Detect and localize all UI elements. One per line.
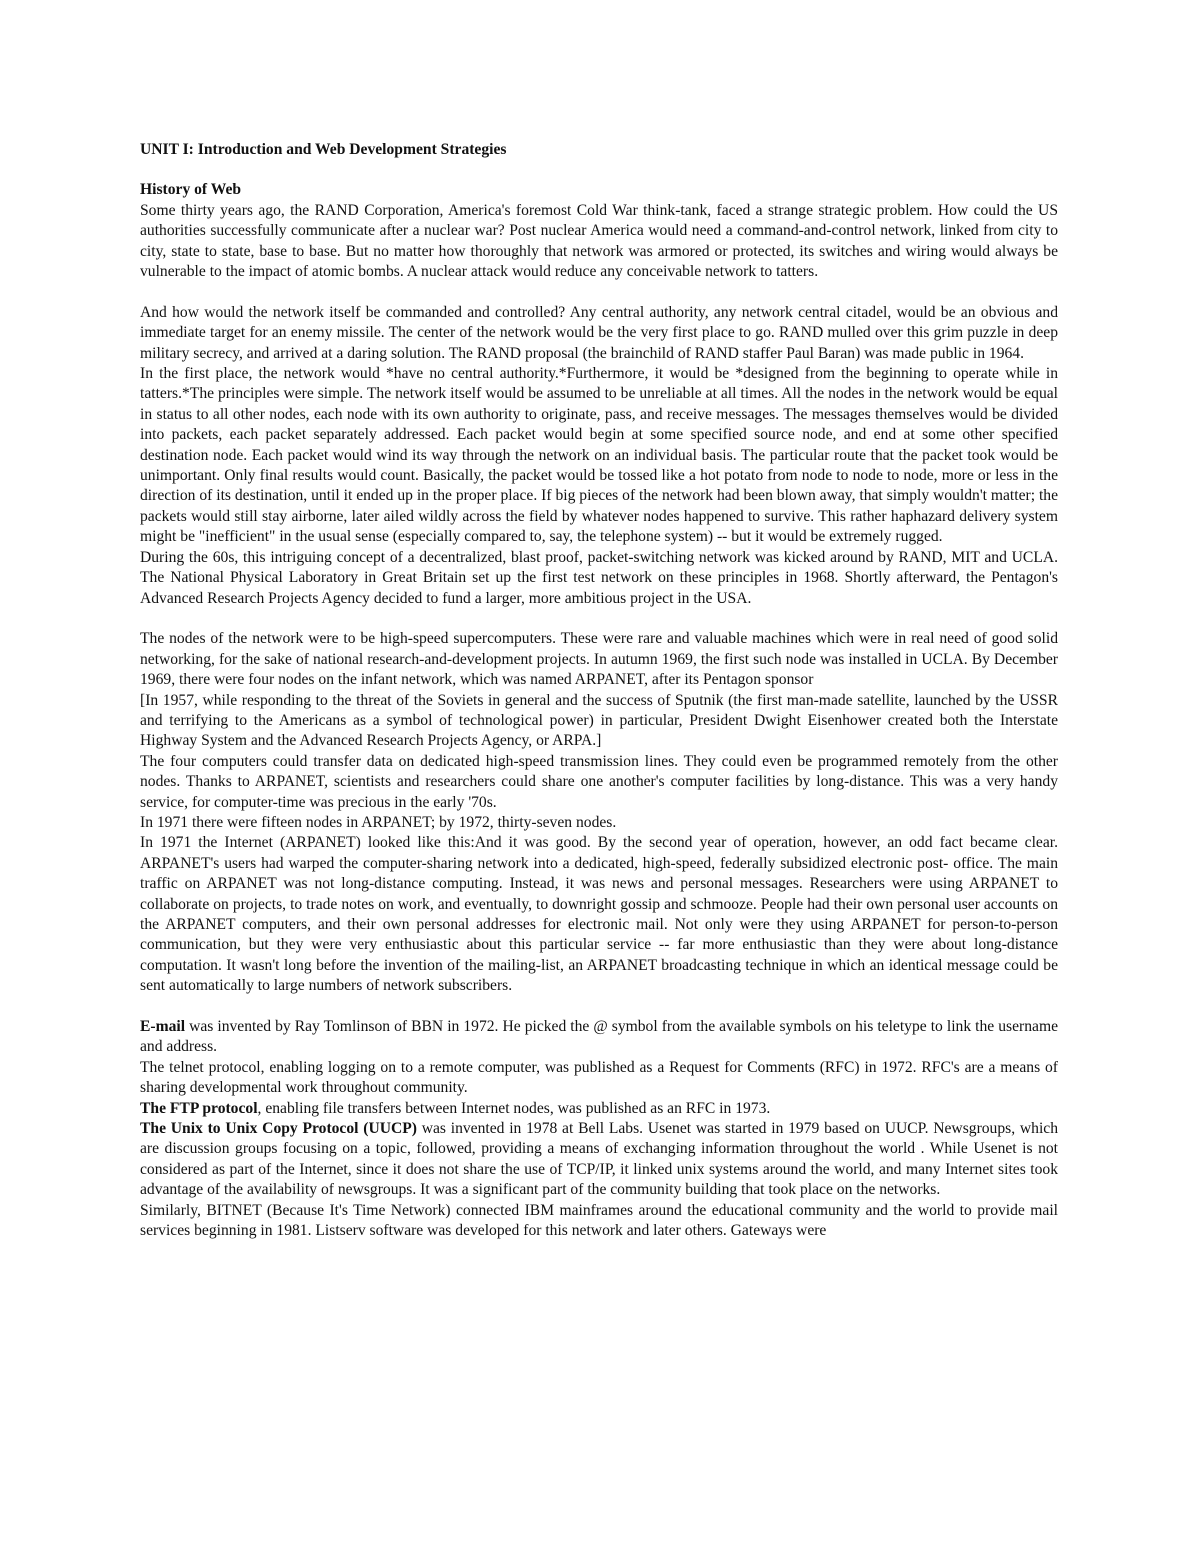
paragraph-bitnet: Similarly, BITNET (Because It's Time Network) connected IBM mainframes around the educational community and the world to provide mail services beginning in 1981. Listserv software was developed for this network and later others. Gateways were [140, 1201, 1058, 1240]
paragraph-4: During the 60s, this intriguing concept of a decentralized, blast proof, packet-switching network was kicked around by RAND, MIT and UCLA. The National Physical Laboratory in Great Britain set up the first test network on these principles in 1968. Shortly afterward, the Pentagon's Advanced Research Projects Agency decided to fund a larger, more ambitious project in the USA. [140, 548, 1058, 607]
ftp-term: The FTP protocol [140, 1099, 258, 1117]
email-text: was invented by Ray Tomlinson of BBN in 1972. He picked the @ symbol from the available symbols on his teletype to link the username and address. [140, 1018, 1058, 1056]
paragraph-gap [140, 997, 1058, 1017]
paragraph-ftp [140, 1099, 1058, 1119]
email-term: E-mail [140, 1018, 186, 1036]
ftp-text: , enabling file transfers between Internet nodes, was published as an RFC in 1973. [257, 1099, 771, 1117]
uucp-text: was invented in 1978 at Bell Labs. Usenet was started in 1979 based on UUCP. Newsgroups, which are discussion groups focusing on a topic, followed, providing a means of exchanging information throughout the world . While Usenet is not considered as part of the Internet, since it does not share the use of TCP/IP, it linked unix systems around the world, and many Internet sites took advantage of the availability of newsgroups. It was a significant part of the community building that took place on the networks. [140, 1120, 1058, 1199]
paragraph-6: [In 1957, while responding to the threat of the Soviets in general and the success of Sputnik (the first man-made satellite, launched by the USSR and terrifying to the Americans as a symbol of technological power) in particular, President Dwight Eisenhower created both the Interstate Highway System and the Advanced Research Projects Agency, or ARPA.] [140, 691, 1058, 750]
section-heading: History of Web [140, 181, 242, 199]
paragraph-gap [140, 282, 1058, 302]
uucp-term: The Unix to Unix Copy Protocol (UUCP) [140, 1120, 417, 1138]
document-title: UNIT I: Introduction and Web Development Strategies [140, 141, 507, 158]
paragraph-5: The nodes of the network were to be high-speed supercomputers. These were rare and valuable machines which were in real need of good solid networking, for the sake of national research-and-development projects. In autumn 1969, the first such node was installed in UCLA. By December 1969, there were four nodes on the infant network, which was named ARPANET, after its Pentagon sponsor [140, 630, 1058, 689]
paragraph-gap [140, 609, 1058, 629]
paragraph-9: In 1971 the Internet (ARPANET) looked like this:And it was good. By the second year of operation, however, an odd fact became clear. ARPANET's users had warped the computer-sharing network into a dedicated, high-speed, federally subsidized electronic post- office. The main traffic on ARPANET was not long-distance computing. Instead, it was news and personal messages. Researchers were using ARPANET to collaborate on projects, to trade notes on work, and eventually, to downright gossip and schmooze. People had their own personal user accounts on the ARPANET computers, and their own personal addresses for electronic mail. Not only were they using ARPANET for person-to-person communication, but they were very enthusiastic about this particular service -- far more enthusiastic than they were about long-distance computation. It wasn't long before the invention of the mailing-list, an ARPANET broadcasting technique in which an identical message could be sent automatically to large numbers of network subscribers. [140, 834, 1058, 995]
paragraph-8: In 1971 there were fifteen nodes in ARPANET; by 1972, thirty-seven nodes. [140, 813, 617, 831]
paragraph-uucp [140, 1119, 1058, 1201]
paragraph-telnet: The telnet protocol, enabling logging on to a remote computer, was published as a Request for Comments (RFC) in 1972. RFC's are a means of sharing developmental work throughout community. [140, 1058, 1058, 1097]
paragraph-1: Some thirty years ago, the RAND Corporation, America's foremost Cold War think-tank, faced a strange strategic problem. How could the US authorities successfully communicate after a nuclear war? Post nuclear America would need a command-and-control network, linked from city to city, state to state, base to base. But no matter how thoroughly that network was armored or protected, its switches and wiring would always be vulnerable to the impact of atomic bombs. A nuclear attack would reduce any conceivable network to tatters. [140, 201, 1058, 281]
paragraph-2: And how would the network itself be commanded and controlled? Any central authority, any network central citadel, would be an obvious and immediate target for an enemy missile. The center of the network would be the very first place to go. RAND mulled over this grim puzzle in deep military secrecy, and arrived at a daring solution. The RAND proposal (the brainchild of RAND staffer Paul Baran) was made public in 1964. [140, 303, 1058, 362]
paragraph-3: In the first place, the network would *have no central authority.*Furthermore, it would be *designed from the beginning to operate while in tatters.*The principles were simple. The network itself would be assumed to be unreliable at all times. All the nodes in the network would be equal in status to all other nodes, each node with its own authority to originate, pass, and receive messages. The messages themselves would be divided into packets, each packet separately addressed. Each packet would begin at some specified source node, and end at some other specified destination node. Each packet would wind its way through the network on an individual basis. The particular route that the packet took would be unimportant. Only final results would count. Basically, the packet would be tossed like a hot potato from node to node to node, more or less in the direction of its destination, until it ended up in the proper place. If big pieces of the network had been blown away, that simply wouldn't matter; the packets would still stay airborne, later ailed wildly across the field by whatever nodes happened to survive. This rather haphazard delivery system might be "inefficient" in the usual sense (especially compared to, say, the telephone system) -- but it would be extremely rugged. [140, 365, 1058, 546]
document-page [140, 140, 1058, 1241]
paragraph-email [140, 1017, 1058, 1058]
paragraph-7: The four computers could transfer data on dedicated high-speed transmission lines. They could even be programmed remotely from the other nodes. Thanks to ARPANET, scientists and researchers could share one another's computer facilities by long-distance. This was a very handy service, for computer-time was precious in the early '70s. [140, 752, 1058, 811]
